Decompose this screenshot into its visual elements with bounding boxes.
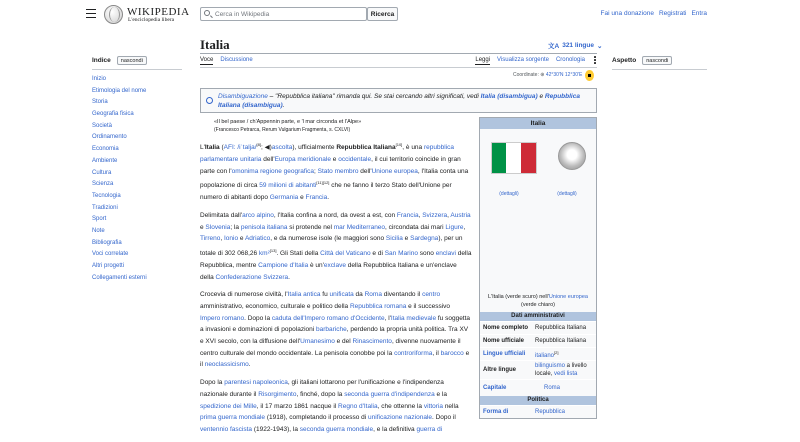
speaker-icon[interactable]: ◀) xyxy=(264,144,272,152)
toc-hide-button[interactable]: nascondi xyxy=(117,56,147,65)
infobox-title: Italia xyxy=(480,118,596,129)
infobox-row: Altre lingue bilinguismo a livello locale, vedi lista xyxy=(480,360,596,379)
tabs-divider xyxy=(200,67,597,68)
disambig-link-2[interactable]: Repubblica Italiana (disambigua) xyxy=(218,92,580,109)
toc-item[interactable]: Etimologia del nome xyxy=(92,87,147,94)
listen-link[interactable]: ascolta xyxy=(271,144,293,152)
search-button[interactable]: Ricerca xyxy=(367,7,398,21)
tab-view-source[interactable]: Visualizza sorgente xyxy=(497,57,549,63)
flag-of-italy[interactable] xyxy=(491,142,537,174)
more-options-icon[interactable] xyxy=(593,56,597,65)
protection-lock-icon[interactable] xyxy=(585,70,594,81)
admin-header: Dati amministrativi xyxy=(480,312,596,321)
appearance-panel xyxy=(612,56,707,74)
epigraph xyxy=(214,118,361,134)
translate-icon: 文A xyxy=(548,43,560,50)
paragraph-3: Crocevia di numerose civiltà, l'Italia antica fu unificata da Roma diventando il centro amministrativo, economico, culturale e politico della Repubblica romana e il successivo Impero romano. Dopo la caduta dell'Impero romano d'Occidente, l'Italia medievale fu soggetta a invasioni e dominazioni di popolazioni barbariche, perdendo la propria unità politica. Tra XV e XVI secolo, con la diffusione dell'Umanesimo e del Rinascimento, divenne nuovamente il centro culturale del mondo occidentale. La penisola conobbe poi la controriforma, il barocco e il neoclassicismo. xyxy=(200,291,471,369)
infobox-row: Capitale Roma xyxy=(480,379,596,396)
language-selector[interactable] xyxy=(548,41,602,50)
page-tabs xyxy=(200,57,597,66)
map-caption: L'Italia (verde scuro) nell'Unione europea (verde chiaro) xyxy=(488,294,588,308)
logo-wordmark[interactable]: WIKIPEDIA xyxy=(127,6,190,18)
emblem-details-link[interactable]: (dettagli) xyxy=(557,191,577,197)
infobox xyxy=(479,117,597,419)
toc-item[interactable]: Collegamenti esterni xyxy=(92,274,147,281)
toc-item[interactable]: Inizio xyxy=(92,76,107,82)
toc-item[interactable]: Altri progetti xyxy=(92,263,125,269)
disambiguation-notice xyxy=(200,88,597,113)
appearance-hide-button[interactable]: nascondi xyxy=(642,56,672,65)
toc-item[interactable]: Ambiente xyxy=(92,157,118,164)
page-title: Italia xyxy=(200,37,230,52)
register-link[interactable]: Registrati xyxy=(658,10,687,17)
title-divider xyxy=(200,53,597,54)
infobox-row: Nome ufficiale Repubblica Italiana xyxy=(480,334,596,347)
flag-details-link[interactable]: (dettagli) xyxy=(499,191,519,197)
tab-history[interactable]: Cronologia xyxy=(555,57,585,63)
disambig-mid: e xyxy=(537,92,545,100)
epigraph-author: (Francesco Petrarca, Rerum Vulgarium Fragmenta, s. CXLVI) xyxy=(214,127,351,133)
chevron-down-icon: ⌄ xyxy=(597,42,603,50)
infobox-row: Lingue ufficiali italiano[2] xyxy=(480,347,596,360)
toc-item[interactable]: Voci correlate xyxy=(92,251,129,258)
disambig-link[interactable]: Disambiguazione xyxy=(218,92,268,100)
disambig-text: – "Repubblica italiana" rimanda qui. Se stai cercando altri significati, vedi xyxy=(267,92,481,100)
toc-item[interactable]: Note xyxy=(92,227,105,234)
logo-tagline: L'enciclopedia libera xyxy=(128,17,175,23)
toc-item[interactable]: Tradizioni xyxy=(92,204,118,211)
emblem-of-italy[interactable] xyxy=(558,142,586,170)
disambig-end: . xyxy=(282,101,285,109)
tab-discussion[interactable]: Discussione xyxy=(220,57,253,63)
location-map[interactable] xyxy=(480,201,596,293)
toc-item[interactable]: Sport xyxy=(92,216,107,223)
user-links xyxy=(600,10,707,17)
disambiguation-icon xyxy=(206,97,213,104)
toc-item[interactable]: Ordinamento xyxy=(92,134,127,141)
infobox-row: Forma di Repubblica xyxy=(480,405,596,418)
paragraph-4: Dopo la parentesi napoleonica, gli italiani lottarono per l'unificazione e l'indipendenza nazionale durante il Risorgimento, finché, dopo la seconda guerra d'indipendenza e la spedizione dei Mille, il 17 marzo 1861 nacque il Regno d'Italia, che ottenne la vittoria nella prima guerra mondiale (1918), completando il processo di unificazione nazionale. Dopo il ventennio fascista (1922-1943), la seconda guerra mondiale, e la definitiva guerra di xyxy=(200,379,459,433)
toc-title: Indice xyxy=(92,57,111,64)
toc-item[interactable]: Storia xyxy=(92,99,108,106)
paragraph-1: L'Italia (AFI: /iˈtalja/[8]; ◀)ascolta), ufficialmente Repubblica Italiana[10], è una repubblica parlamentare unitaria dell'Europa meridionale e occidentale, il cui territorio coincide in gran parte con l'omonima regione geografica; Stato membro dell'Unione europea, l'Italia conta una popolazione di circa 59 milioni di abitanti[11][12] che ne fanno il terzo Stato dell'Unione per numero di abitanti dopo Germania e Francia. xyxy=(200,142,469,202)
epigraph-text: «Il bel paese / ch'Appennin parte, e 'l mar circonda et l'Alpe» xyxy=(214,119,362,125)
toc-item[interactable]: Bibliografia xyxy=(92,239,122,246)
infobox-row: Nome completo Repubblica Italiana xyxy=(480,321,596,334)
search-input[interactable] xyxy=(200,7,367,21)
toc-item[interactable]: Economia xyxy=(92,146,119,153)
main-menu-icon[interactable] xyxy=(86,9,96,18)
tab-read[interactable]: Leggi xyxy=(475,57,491,63)
toc-item[interactable]: Tecnologia xyxy=(92,192,121,199)
coordinates xyxy=(513,72,582,78)
donate-link[interactable]: Fai una donazione xyxy=(600,10,654,17)
toc-item[interactable]: Cultura xyxy=(92,169,112,176)
toc-item[interactable]: Società xyxy=(92,122,113,129)
site-header xyxy=(0,0,800,30)
ipa-link[interactable]: AFI: /iˈtalja/ xyxy=(223,144,257,152)
toc-item[interactable]: Geografia fisica xyxy=(92,111,134,118)
paragraph-2: Delimitata dall'arco alpino, l'Italia confina a nord, da ovest a est, con Francia, Svizzera, Austria e Slovenia; la penisola italiana si protende nel mar Mediterraneo, circondata dai mari Ligure, Tirreno, Ionio e Adriatico, e da numerose isole (le maggiori sono Sicilia e Sardegna), per un totale di 302 068,26 km²[13]. Gli Stati della Città del Vaticano e di San Marino sono enclavi della Repubblica, mentre Campione d'Italia è un'exclave della Repubblica Italiana e un'enclave della Confederazione Svizzera. xyxy=(200,211,472,281)
table-of-contents xyxy=(92,56,182,284)
coordinates-label: Coordinate: xyxy=(513,72,539,78)
disambig-link-1[interactable]: Italia (disambigua) xyxy=(480,92,538,100)
toc-item[interactable]: Scienza xyxy=(92,181,114,188)
globe-small-icon: ⊕ xyxy=(540,72,545,78)
login-link[interactable]: Entra xyxy=(691,10,707,17)
language-count: 321 lingue xyxy=(562,42,594,49)
search-icon xyxy=(204,10,210,16)
politics-header: Politica xyxy=(480,396,596,405)
coordinates-link[interactable]: 42°30′N 12°30′E xyxy=(545,72,583,78)
wikipedia-globe-icon[interactable] xyxy=(104,5,123,24)
tab-article[interactable]: Voce xyxy=(200,57,214,63)
article-body xyxy=(200,139,472,442)
appearance-title: Aspetto xyxy=(612,57,637,64)
